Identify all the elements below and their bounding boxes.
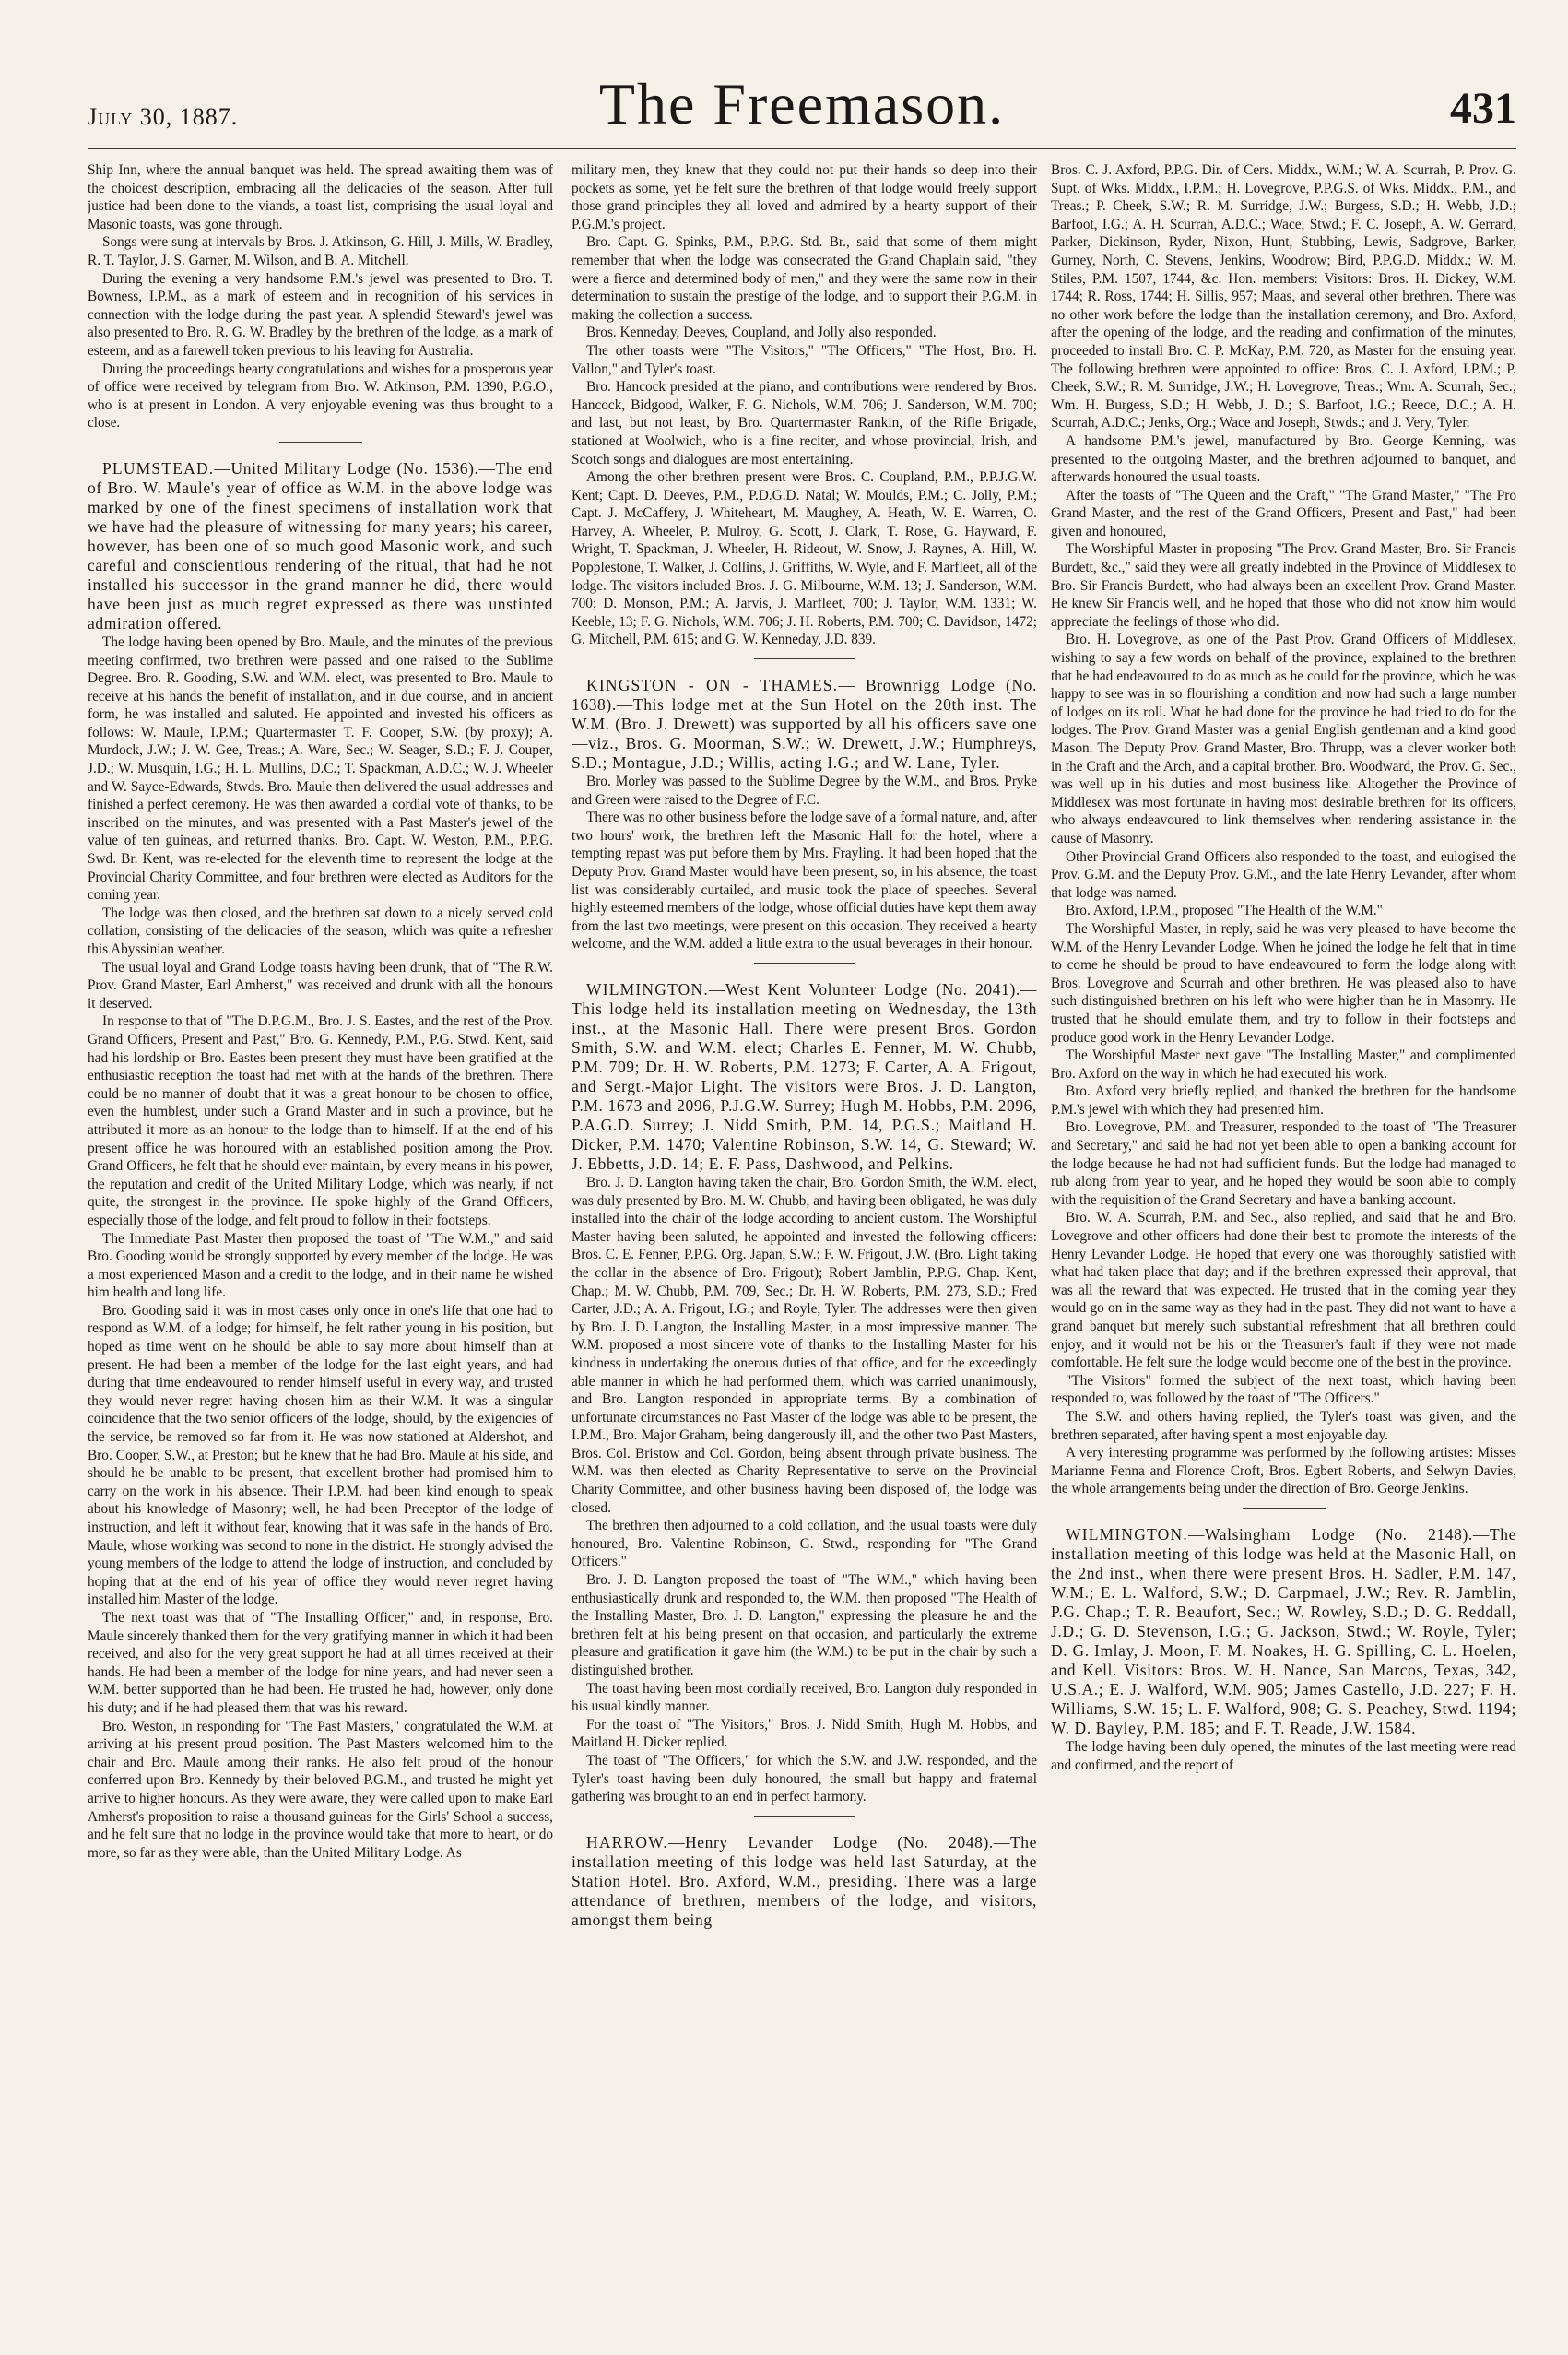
paragraph: During the evening a very handsome P.M.'s jewel was presented to Bro. T. Bowness, I.P.M., as a mark of esteem and in recognition of his services in connection with the lodge during the past year. A splendid Steward's jewel was also presented to Bro. R. G. W. Bradley by the brethren of the lodge, as a mark of esteem, and as a farewell token previous to his leaving for Australia. [88, 270, 553, 359]
report-heading-plumstead [88, 459, 553, 633]
paragraph: Bro. Axford, I.P.M., proposed "The Health of the W.M." [1066, 903, 1383, 919]
paragraph: The lodge was then closed, and the brethren sat down to a nicely served cold collation, consisting of the delicacies of the season, which was quite a refresher this Abyssinian weather. [88, 905, 553, 957]
paragraph: In response to that of "The D.P.G.M., Bro. J. S. Eastes, and the rest of the Prov. Grand Officers, Present and Past," Bro. G. Kennedy, P.M., P.G. Stwd. Kent, said had his lordship or Bro. Eastes been present they must have been gratified at the enthusiastic reception the toast had met with at the hands of the brethren. There could be no manner of doubt that it was a great honour to be chosen to office, even the humblest, under such a Grand Master and in such a province, but he attributed it more as an honour to the lodge than to himself. If at the end of his present office he was honoured with an established position among the Prov. Grand Officers, he felt that he should ever maintain, by every means in his power, the reputation and credit of the United Military Lodge, which was nearly, if not quite, the strongest in the province. He spoke highly of the Grand Officers, especially those of the lodge, and felt proud to follow in their footsteps. [88, 1013, 553, 1228]
paragraph: The S.W. and others having replied, the Tyler's toast was given, and the brethren separated, after having spent a most enjoyable day. [1051, 1408, 1516, 1443]
paragraph: Other Provincial Grand Officers also responded to the toast, and eulogised the Prov. G.M. and the Deputy Prov. G.M., and the late Henry Levander, after whom that lodge was named. [1051, 848, 1516, 901]
report-heading-harrow [572, 1833, 1037, 1930]
paragraph: The lodge having been opened by Bro. Maule, and the minutes of the previous meeting confirmed, two brethren were passed and one raised to the Sublime Degree. Bro. R. Gooding, S.W. and W.M. elect, was presented to Bro. Maule to receive at his hands the benefit of installation, and in due course, and in ancient form, he was installed and saluted. He appointed and invested his officers as follows: W. Maule, I.P.M.; Quartermaster T. F. Cooper, S.W. (by proxy); A. Murdock, J.W.; J. W. Gee, Treas.; A. Ware, Sec.; W. Seager, S.D.; F. J. Couper, J.D.; W. Musquin, I.G.; H. L. Mullins, D.C.; T. Spackman, A.D.C.; W. J. Wheeler and W. Sayce-Edwards, Stwds. Bro. Maule then delivered the usual addresses and finished a perfect ceremony. He was then awarded a cordial vote of thanks, to be inscribed on the minutes, and was presented with a Past Master's jewel of the value of ten guineas, and returned thanks. Bro. Capt. W. Weston, P.M., P.P.G. Swd. Br. Kent, was re-elected for the eleventh time to represent the lodge at the Provincial Charity Committee, and four brethren were elected as Auditors for the coming year. [88, 633, 553, 904]
masthead-title: The Freemason. [598, 71, 1006, 136]
report-lead-text: —West Kent Volunteer Lodge (No. 2041).—This lodge held its installation meeting on Wednesday, the 13th inst., at the Masonic Hall. There were present Bros. Gordon Smith, S.W. and W.M. elect; Charles E. Fenner, M. W. Chubb, P.M. 709; Dr. H. W. Roberts, P.M. 1273; F. Carter, A. A. Frigout, and Sergt.-Major Light. The visitors were Bros. J. D. Langton, P.M. 1673 and 2096, P.J.G.W. Surrey; Hugh M. Hobbs, P.M. 2096, P.A.G.D. Surrey; J. Nidd Smith, P.M. 14, P.G.S.; Maitland H. Dicker, P.M. 1470; Valentine Robinson, S.W. 14, G. Steward; W. J. Ebbetts, J.D. 14; E. F. Pass, Dashwood, and Pelkins. [572, 979, 1037, 1173]
paragraph: The Worshipful Master in proposing "The Prov. Grand Master, Bro. Sir Francis Burdett, &c.," said they were all greatly indebted in the Province of Middlesex to Bro. Sir Francis Burdett, who had always been an excellent Prov. Grand Master. He knew Sir Francis well, and he hoped that those who did not know him would appreciate the feelings of those who did. [1051, 541, 1516, 630]
column-3 [1051, 161, 1516, 2337]
paragraph: The Immediate Past Master then proposed the toast of "The W.M.," and said Bro. Gooding would be strongly supported by every member of the lodge. He was a most experienced Mason and a credit to the lodge, and in their name he wished him health and long life. [88, 1230, 553, 1301]
paragraph: Bro. J. D. Langton proposed the toast of "The W.M.," which having been enthusiastically drunk and responded to, the W.M. then proposed "The Health of the Installing Master, Bro. J. D. Langton," expressing the pleasure he and the brethren felt at his being present on that occasion, and particularly the extreme pleasure and gratification it gave him (the W.M.) to be put in the chair by such a distinguished brother. [572, 1572, 1037, 1678]
paragraph: Bro. Capt. G. Spinks, P.M., P.P.G. Std. Br., said that some of them might remember that when the lodge was consecrated the Grand Chaplain said, "they were a fierce and determined body of men," and they were the same now in their determination to sustain the prestige of the lodge, and to support their P.G.M. in making the collection a success. [572, 234, 1037, 323]
section-divider [754, 1816, 855, 1817]
paragraph: The other toasts were "The Visitors," "The Officers," "The Host, Bro. H. Vallon," and Tyler's toast. [572, 342, 1037, 377]
paragraph: Bro. Hancock presided at the piano, and contributions were rendered by Bros. Hancock, Bidgood, Walker, F. G. Nichols, W.M. 706; J. Sanderson, W.M. 700; and last, but not least, by Bro. Quartermaster Rankin, of the Rifle Brigade, stationed at Woolwich, who is a fine reciter, and whose provincial, Irish, and Scotch songs and dialogues are most entertaining. [572, 379, 1037, 467]
column-1 [88, 161, 553, 2337]
section-divider [754, 963, 855, 964]
page-number: 431 [1450, 84, 1516, 133]
paragraph: The Worshipful Master next gave "The Installing Master," and complimented Bro. Axford on the way in which he had executed his work. [1051, 1047, 1516, 1082]
paragraph: The Worshipful Master, in reply, said he was very pleased to have become the W.M. of the Henry Levander Lodge. When he joined the lodge he felt that in time to come he should be proud to have endeavoured to form the lodge along with Bros. Lovegrove and Scurrah and other brethren. He was pleased also to have such distinguished brethren on his left who were higher than he in Masonry. He trusted that he should emulate them, and try to follow in their footsteps and produce good work in the Henry Levander Lodge. [1051, 920, 1516, 1046]
paragraph: Bros. Kenneday, Deeves, Coupland, and Jolly also responded. [586, 325, 937, 341]
paragraph: Bro. Weston, in responding for "The Past Masters," congratulated the W.M. at arriving at his present proud position. The Past Masters welcomed him to the chair and Bro. Maule among their ranks. He also felt proud of the honour conferred upon Bro. Kennedy by their beloved P.G.M., and trusted he might yet arrive to higher honours. As they were aware, they were called upon to make Earl Amherst's proposition to raise a thousand guineas for the Girls' School a success, and he felt sure that no lodge in the province would take that more to heart, or do more, so far as they were able, than the United Military Lodge. As [88, 1718, 553, 1861]
report-heading-kingston [572, 676, 1037, 773]
paragraph: Songs were sung at intervals by Bros. J. Atkinson, G. Hill, J. Mills, W. Bradley, R. T. Taylor, J. S. Garner, M. Wilson, and B. A. Mitchell. [88, 234, 553, 268]
section-divider [1243, 1508, 1326, 1509]
report-heading-wilmington-walsingham [1051, 1525, 1516, 1738]
page-header [88, 63, 1516, 148]
paragraph: The toast having been most cordially received, Bro. Langton duly responded in his usual kindly manner. [572, 1680, 1037, 1715]
paragraph: There was no other business before the lodge save of a formal nature, and, after two hours' work, the brethren left the Masonic Hall for the hotel, where a tempting repast was put before them by Mrs. Frayling. It had been hoped that the Deputy Prov. Grand Master would have been present, so, in his absence, the toast list was considerably curtailed, and music took the place of speeches. Several highly esteemed members of the lodge, whose official duties have kept them away from the last two meetings, were present on this occasion. They received a hearty welcome, and the W.M. added a little extra to the usual beverages in their honour. [572, 810, 1037, 953]
report-lead-text: —United Military Lodge (No. 1536).—The end of Bro. W. Maule's year of office as W.M. in the above lodge was marked by one of the finest specimens of installation work that we have had the pleasure of witnessing for many years; his career, however, has been one of so much good Masonic work, and such careful and conscientious rendering of the ritual, that had he not installed his successor in the grand manner he did, there would have been just as much regret expressed as there was unstinted admiration offered. [88, 458, 553, 633]
paragraph: Among the other brethren present were Bros. C. Coupland, P.M., P.P.J.G.W. Kent; Capt. D. Deeves, P.M., P.D.G.D. Natal; W. Moulds, P.M.; C. Jolly, P.M.; Capt. J. McCaffery, J. Whiteheart, M. Maughey, A. Heath, W. E. Warren, O. Harvey, A. Wheeler, P. Mulroy, G. Scott, J. Clark, T. Rose, G. Hayward, F. Wright, T. Spackman, J. Wheeler, H. Rideout, W. Snow, J. Raynes, A. Hill, W. Popplestone, T. Walker, J. Collins, J. Griffiths, W. Wyle, and F. Marfleet, all of the lodge. The visitors included Bros. J. G. Milbourne, W.M. 13; J. Sanderson, W.M. 700; D. Monson, P.M.; A. Jarvis, J. Marfleet, 700; J. Taylor, W.M. 1331; W. Keeble, 13; F. G. Nichols, W.M. 706; J. H. Roberts, P.M. 700; C. Davidson, 1472; G. Mitchell, P.M. 615; and G. W. Kenneday, J.D. 839. [572, 469, 1037, 648]
header-rule [88, 148, 1516, 149]
paragraph: Bro. Lovegrove, P.M. and Treasurer, responded to the toast of "The Treasurer and Secretary," and said he had not yet been able to open a banking account for the lodge because he had not had sufficient funds. But the lodge had managed to rub along from year to year, and he hoped they would be soon able to comply with the requisition of the Grand Secretary and have a banking account. [1051, 1119, 1516, 1208]
report-lead-text: —Walsingham Lodge (No. 2148).—The installation meeting of this lodge was held at the Masonic Hall, on the 2nd inst., when there were present Bros. H. Sadler, P.M. 147, W.M.; E. L. Walford, S.W.; D. Carpmael, J.W.; Rev. R. Jamblin, P.G. Chap.; T. R. Beaufort, Sec.; W. Rowley, S.D.; D. G. Reddall, J.D.; G. D. Stevenson, I.G.; G. Jackson, Stwd.; W. Royle, Tyler; D. G. Imlay, J. Moon, F. M. Noakes, H. G. Spilling, C. L. Hoelen, and Kell. Visitors: Bros. W. H. Nance, San Marcos, Texas, 342, U.S.A.; E. J. Walford, W.M. 905; James Castello, J.D. 227; F. H. Williams, S.W. 15; L. F. Walford, 908; G. S. Peachey, Stwd. 1194; W. D. Bayley, P.M. 185; and F. T. Reade, J.W. 1584. [1051, 1524, 1516, 1737]
place-name: HARROW. [586, 1832, 668, 1852]
paragraph: The brethren then adjourned to a cold collation, and the usual toasts were duly honoured, Bro. Valentine Robinson, G. Stwd., responding for "The Grand Officers." [572, 1518, 1037, 1570]
paragraph: Bro. Morley was passed to the Sublime Degree by the W.M., and Bros. Pryke and Green were raised to the Degree of F.C. [572, 774, 1037, 808]
paragraph: military men, they knew that they could not put their hands so deep into their pockets as some, yet he felt sure the brethren of that lodge would freely support those grand principles they all loved and admired by a hearty support of their P.G.M.'s project. [572, 162, 1037, 232]
paragraph: Bro. Axford very briefly replied, and thanked the brethren for the handsome P.M.'s jewel with which they had presented him. [1051, 1083, 1516, 1118]
paragraph: During the proceedings hearty congratulations and wishes for a prosperous year of office were received by telegram from Bro. W. Atkinson, P.M. 1390, P.G.O., who is at present in London. A very enjoyable evening was thus brought to a close. [88, 361, 553, 432]
paragraph: The next toast was that of "The Installing Officer," and, in response, Bro. Maule sincerely thanked them for the very gratifying manner in which it had been received, and also for the very great support he had at all times received at their hands. He had been a member of the lodge for nine years, and had never seen a W.M. better supported than he had been. He trusted he had, however, only done his duty; and if he had pleased them that was his reward. [88, 1609, 553, 1716]
place-name: KINGSTON - ON - THAMES. [586, 676, 839, 695]
paragraph: The toast of "The Officers," for which the S.W. and J.W. responded, and the Tyler's toast having been duly honoured, the small but happy and fraternal gathering was brought to an end in perfect harmony. [572, 1752, 1037, 1805]
paragraph: Bros. C. J. Axford, P.P.G. Dir. of Cers. Middx., W.M.; W. A. Scurrah, P. Prov. G. Supt. of Wks. Middx., I.P.M.; H. Lovegrove, P.P.G.S. of Wks. Middx., P.M., and Treas.; P. Cheek, S.W.; R. M. Surridge, J.W.; Burgess, S.D.; H. Webb, J.D.; Barfoot, I.G.; A. H. Scurrah, A.D.C.; Wace, Stwd.; F. C. Joseph, A. W. Gerrard, Parker, Dickinson, Ryder, Nixon, Hunt, Stubbing, Lewis, Sadgrove, Barker, Gurney, North, C. Stevens, Jenkins, Woodrow; Bird, P.P.G.D. Middx.; W. M. Stiles, P.M. 1507, 1744, &c. Hon. members: Visitors: Bros. H. Dickey, W.M. 1744; R. Ross, 1744; H. Sillis, 957; Maas, and several other brethren. There was no other work before the lodge than the installation ceremony, and Bro. Axford, after the opening of the lodge, and the reading and confirmation of the minutes, proceeded to install Bro. C. P. McKay, P.M. 720, as Master for the ensuing year. The following brethren were appointed to office: Bros. C. J. Axford, I.P.M.; P. Cheek, S.W.; R. M. Surridge, J.W.; H. Lovegrove, Treas.; Wm. A. Scurrah, Sec.; Wm. H. Burgess, S.D.; H. Webb, J. D.; S. Barfoot, I.G.; Reece, D.C.; A. H. Scurrah, A.D.C.; Jenks, Org.; Wace and Joseph, Stwds.; and J. Very, Tyler. [1051, 162, 1516, 432]
report-heading-wilmington [572, 980, 1037, 1174]
paragraph: The lodge having been duly opened, the minutes of the last meeting were read and confirmed, and the report of [1051, 1738, 1516, 1773]
paragraph: The usual loyal and Grand Lodge toasts having been drunk, that of "The R.W. Prov. Grand Master, Earl Amherst," was received and drunk with all the honours it deserved. [88, 959, 553, 1012]
column-2 [572, 161, 1037, 2337]
paragraph: Bro. W. A. Scurrah, P.M. and Sec., also replied, and said that he and Bro. Lovegrove and other officers had done their best to promote the interests of the Henry Levander Lodge. He hoped that every one was thoroughly satisfied with what had taken place that day; and if the brethren expressed their approval, that was all the reward that was expected. He trusted that in the coming year they would go on in the same way as they had in the past. They did not want to have a grand banquet but merely such substantial refreshment that all brethren could enjoy, and it would not be his or the Treasurer's fault if they were not made comfortable. He felt sure the lodge would become one of the best in the province. [1051, 1210, 1516, 1371]
paragraph: Ship Inn, where the annual banquet was held. The spread awaiting them was of the choicest description, embracing all the delicacies of the season. After full justice had been done to the viands, a toast list, comprising the usual loyal and Masonic toasts, was gone through. [88, 162, 553, 232]
place-name: WILMINGTON. [586, 979, 709, 999]
report-lead-text: — Brownrigg Lodge (No. 1638).—This lodge met at the Sun Hotel on the 20th inst. The W.M. (Bro. J. Drewett) was supported by all his officers save one—viz., Bros. G. Moorman, S.W.; W. Drewett, J.W.; Humphreys, S.D.; Montague, J.D.; Willis, acting I.G.; and W. Lane, Tyler. [572, 676, 1037, 773]
report-lead-text: —Henry Levander Lodge (No. 2048).—The installation meeting of this lodge was held last Saturday, at the Station Hotel. Bro. Axford, W.M., presiding. There was a large attendance of brethren, members of the lodge, and visitors, amongst them being [572, 1832, 1037, 1929]
paragraph: A handsome P.M.'s jewel, manufactured by Bro. George Kenning, was presented to the outgoing Master, and the brethren adjourned to banquet, and afterwards honoured the usual toasts. [1051, 432, 1516, 486]
place-name: WILMINGTON. [1066, 1524, 1188, 1544]
paragraph: A very interesting programme was performed by the following artistes: Misses Marianne Fenna and Florence Croft, Bros. Egbert Roberts, and Selwyn Davies, the whole arrangements being under the direction of Bro. George Jenkins. [1051, 1445, 1516, 1497]
place-name: PLUMSTEAD. [102, 458, 215, 478]
paragraph: "The Visitors" formed the subject of the next toast, which having been responded to, was followed by the toast of "The Officers." [1051, 1372, 1516, 1407]
paragraph: For the toast of "The Visitors," Bros. J. Nidd Smith, Hugh M. Hobbs, and Maitland H. Dicker replied. [572, 1716, 1037, 1751]
section-divider [754, 658, 855, 659]
section-divider [279, 442, 362, 443]
paragraph: After the toasts of "The Queen and the Craft," "The Grand Master," "The Pro Grand Master, and the rest of the Grand Officers, Present and Past," had been given and honoured, [1051, 487, 1516, 539]
paragraph: Bro. J. D. Langton having taken the chair, Bro. Gordon Smith, the W.M. elect, was duly presented by Bro. M. W. Chubb, and having been obligated, he was duly installed into the chair of the lodge according to ancient custom. The Worshipful Master having been saluted, he appointed and invested the following officers: Bros. C. E. Fenner, P.P.G. Org. Japan, S.W.; F. W. Frigout, J.W. (Bro. Light taking the collar in the absence of Bro. Frigout); Robert Jamblin, P.P.G. Chap. Kent, Chap.; M. W. Chubb, P.M. 709, Sec.; Dr. H. W. Roberts, P.M. 273, S.D.; Fred Carter, J.D.; A. A. Frigout, I.G.; and Royle, Tyler. The addresses were then given by Bro. J. D. Langton, the Installing Master, in a most impressive manner. The W.M. proposed a most sincere vote of thanks to the Installing Master for his kindness in undertaking the onerous duties of that office, and for the exceedingly able manner in which he had performed them, which was carried unanimously, and Bro. Langton responded in appropriate terms. By a combination of unfortunate circumstances no Past Master of the lodge was able to be present, the I.P.M., Bro. Major Graham, being dangerously ill, and the other two Past Masters, Bros. Col. Bristow and Col. Gordon, being absent through private business. The W.M. was then elected as Charity Representative to serve on the Provincial Charity Committee, and other business having been disposed of, the lodge was closed. [572, 1174, 1037, 1516]
issue-date: July 30, 1887. [88, 103, 239, 130]
paragraph: Bro. H. Lovegrove, as one of the Past Prov. Grand Officers of Middlesex, wishing to say a few words on behalf of the province, explained to the brethren that he had endeavoured to do as much as he could for the province, which he was happy to see was in so flourishing a condition and now had such a large number of lodges on its roll. What he had done for the province he had tried to do for the lodges. The Prov. Grand Master was a genial English gentleman and a kind good Mason. The Deputy Prov. Grand Master, Bro. Thrupp, was a clever worker both in the Craft and the Arch, and a capital brother. Bro. Woodward, the Prov. G. Sec., was well up in his duties and most business like. Altogether the Province of Middlesex was most fortunate in having most desirable brethren for its officers, who always endeavoured to link themselves when rendering assistance in the cause of Masonry. [1051, 632, 1516, 846]
paragraph: Bro. Gooding said it was in most cases only once in one's life that one had to respond as W.M. of a lodge; for himself, he felt rather young in his position, but hoped as time went on he should be able to say more about himself than at present. He had been a member of the lodge for the last eight years, and had during that time endeavoured to render himself useful in every way, and trusted they would never regret having chosen him as their W.M. It was a singular coincidence that the two senior officers of the lodge, should, by the exigencies of the service, be removed so far from it. He was now stationed at Aldershot, and Bro. Cooper, S.W., at Preston; but he knew that he had Bro. Maule at his side, and should he be unable to be present, that excellent brother had promised him to carry on the work in his absence. Their I.P.M. had been kind enough to speak about his knowledge of Masonry; well, he had been Preceptor of the lodge of instruction, and left it without fear, knowing that it was safe in the hands of Bro. Maule, whose working was second to none in the district. He strongly advised the young members of the lodge to attend the lodge of instruction, and concluded by hoping that at the end of his year of office they would never regret having installed him Master of the lodge. [88, 1302, 553, 1608]
